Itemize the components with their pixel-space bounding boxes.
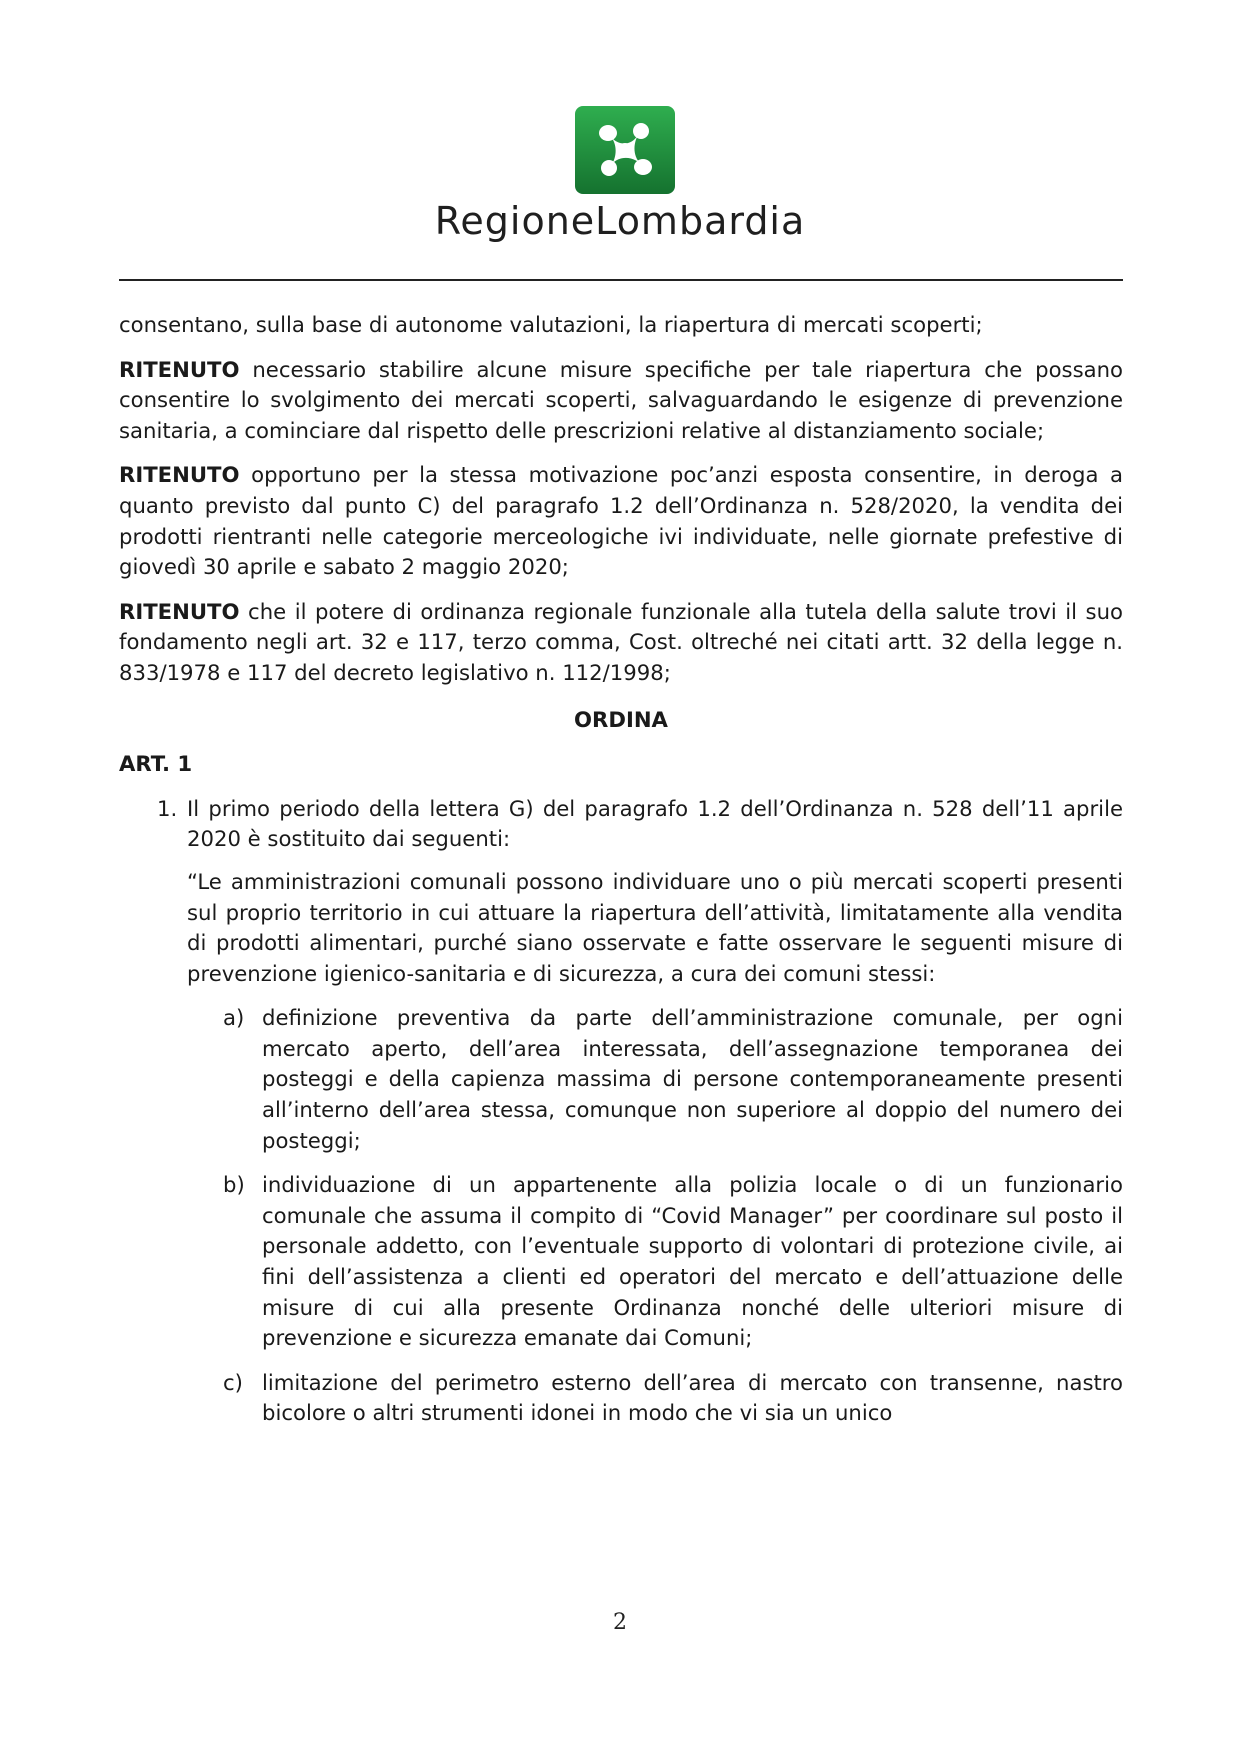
paragraph-3-text: opportuno per la stessa motivazione poc’anzi esposta consentire, in deroga a quanto previsto dal punto C) del paragrafo 1.2 dell’Ordinanza n. 528/2020, la vendita dei prodotti rientranti nelle categorie merceologiche ivi individuate, nelle giornate prefestive di giovedì 30 aprile e sabato 2 maggio 2020; (119, 462, 1123, 580)
paragraph-1: consentano, sulla base di autonome valutazioni, la riapertura di mercati scoperti; (119, 312, 983, 337)
paragraph-4-text: che il potere di ordinanza regionale funzionale alla tutela della salute trovi il suo fondamento negli art. 32 e 117, terzo comma, Cost. oltreché nei citati artt. 32 della legge n. 833/1978 e 117 del decreto legislativo n. 112/1998; (119, 598, 1123, 685)
paragraph-3 (119, 460, 1123, 582)
header-divider (119, 279, 1123, 281)
sub-item-b (119, 1170, 1123, 1354)
list-item (119, 794, 1123, 855)
document-body (119, 310, 1123, 1429)
sub-item-text: individuazione di un appartenente alla polizia locale o di un funzionario comunale che assuma il compito di “Covid Manager” per coordinare sul posto il personale addetto, con l’eventuale supporto di volontari di protezione civile, ai fini dell’assistenza a clienti ed operatori del mercato e dell’attuazione delle misure di cui alla presente Ordinanza nonché delle ulteriori misure di prevenzione e sicurezza emanate dai Comuni; (262, 1172, 1123, 1351)
paragraph-2 (119, 355, 1123, 447)
sub-item-letter: a) (223, 1005, 245, 1031)
keyword-ritenuto: RITENUTO (119, 462, 240, 488)
paragraph-4 (119, 597, 1123, 689)
keyword-ritenuto: RITENUTO (119, 598, 240, 624)
sub-item-text: limitazione del perimetro esterno dell’area di mercato con transenne, nastro bicolore o altri strumenti idonei in modo che vi sia un unico (262, 1369, 1123, 1426)
sub-item-c (119, 1368, 1123, 1429)
list-item-number: 1. (157, 795, 178, 821)
lombardy-rose-icon (575, 106, 675, 194)
quoted-text: “Le amministrazioni comunali possono individuare uno o più mercati scoperti presenti sul proprio territorio in cui attuare la riapertura dell’attività, limitatamente alla vendita di prodotti alimentari, purché siano osservate e fatte osservare le seguenti misure di prevenzione igienico-sanitaria e di sicurezza, a cura dei comuni stessi: (187, 868, 1123, 986)
keyword-ritenuto: RITENUTO (119, 356, 240, 382)
sub-item-text: definizione preventiva da parte dell’amministrazione comunale, per ogni mercato aperto, dell’area interessata, dell’assegnazione temporanea dei posteggi e della capienza massima di persone contemporaneamente presenti all’interno dell’area stessa, comunque non superiore al doppio del numero dei posteggi; (262, 1005, 1123, 1153)
paragraph-2-text: necessario stabilire alcune misure specifiche per tale riapertura che possano consentire lo svolgimento dei mercati scoperti, salvaguardando le esigenze di prevenzione sanitaria, a cominciare dal rispetto delle prescrizioni relative al distanziamento sociale; (119, 356, 1123, 443)
sub-item-letter: c) (223, 1369, 243, 1395)
page-number: 2 (613, 1610, 627, 1635)
article-heading: ART. 1 (119, 751, 193, 777)
sub-item-letter: b) (223, 1172, 245, 1198)
list-item-text: Il primo periodo della lettera G) del paragrafo 1.2 dell’Ordinanza n. 528 dell’11 aprile 2020 è sostituito dai seguenti: (187, 795, 1123, 852)
sub-item-a (119, 1003, 1123, 1156)
ordina-heading: ORDINA (574, 706, 668, 732)
region-wordmark: RegioneLombardia (434, 199, 806, 243)
